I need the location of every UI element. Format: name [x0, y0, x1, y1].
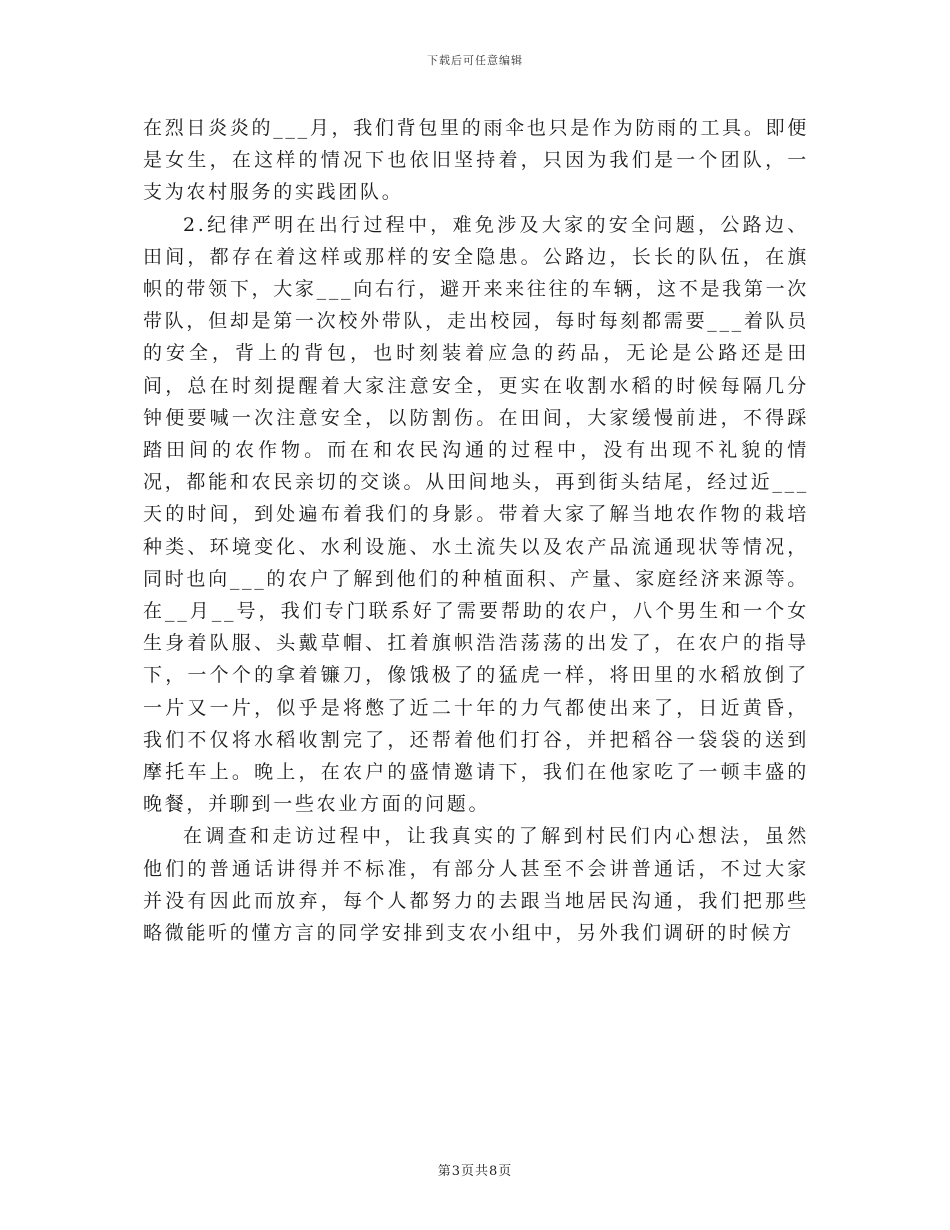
page-footer: 第3页共8页 [437, 1164, 513, 1179]
paragraph-3: 在调查和走访过程中，让我真实的了解到村民们内心想法，虽然他们的普通话讲得并不标准，有部分人甚至不会讲普通话，不过大家并没有因此而放弃，每个人都努力的去跟当地居民沟通，我们把那些略微能听的懂方言的同学安排到支农小组中，另外我们调研的时候方 [143, 825, 809, 945]
document-body [143, 112, 809, 949]
paragraph-1: 在烈日炎炎的___月，我们背包里的雨伞也只是作为防雨的工具。即便是女生，在这样的情况下也依旧坚持着，只因为我们是一个团队，一支为农村服务的实践团队。 [143, 117, 809, 204]
page-header: 下载后可任意编辑 [427, 54, 523, 67]
paragraph-2: 2.纪律严明在出行过程中，难免涉及大家的安全问题，公路边、田间，都存在着这样或那样的安全隐患。公路边，长长的队伍，在旗帜的带领下，大家___向右行，避开来来往往的车辆，这不是我第一次带队，但却是第一次校外带队，走出校园，每时每刻都需要___着队员的安全，背上的背包，也时刻装着应急的药品，无论是公路还是田间，总在时刻提醒着大家注意安全，更实在收割水稻的时候每隔几分钟便要喊一次注意安全，以防割伤。在田间，大家缓慢前进，不得踩踏田间的农作物。而在和农民沟通的过程中，没有出现不礼貌的情况，都能和农民亲切的交谈。从田间地头，再到街头结尾，经过近___天的时间，到处遍布着我们的身影。带着大家了解当地农作物的栽培种类、环境变化、水利设施、水土流失以及农产品流通现状等情况，同时也向___的农户了解到他们的种植面积、产量、家庭经济来源等。在__月__号，我们专门联系好了需要帮助的农户，八个男生和一个女生身着队服、头戴草帽、扛着旗帜浩浩荡荡的出发了，在农户的指导下，一个个的拿着镰刀，像饿极了的猛虎一样，将田里的水稻放倒了一片又一片，似乎是将憋了近二十年的力气都使出来了，日近黄昏，我们不仅将水稻收割完了，还帮着他们打谷，并把稻谷一袋袋的送到摩托车上。晚上，在农户的盛情邀请下，我们在他家吃了一顿丰盛的晚餐，并聊到一些农业方面的问题。 [143, 213, 809, 816]
